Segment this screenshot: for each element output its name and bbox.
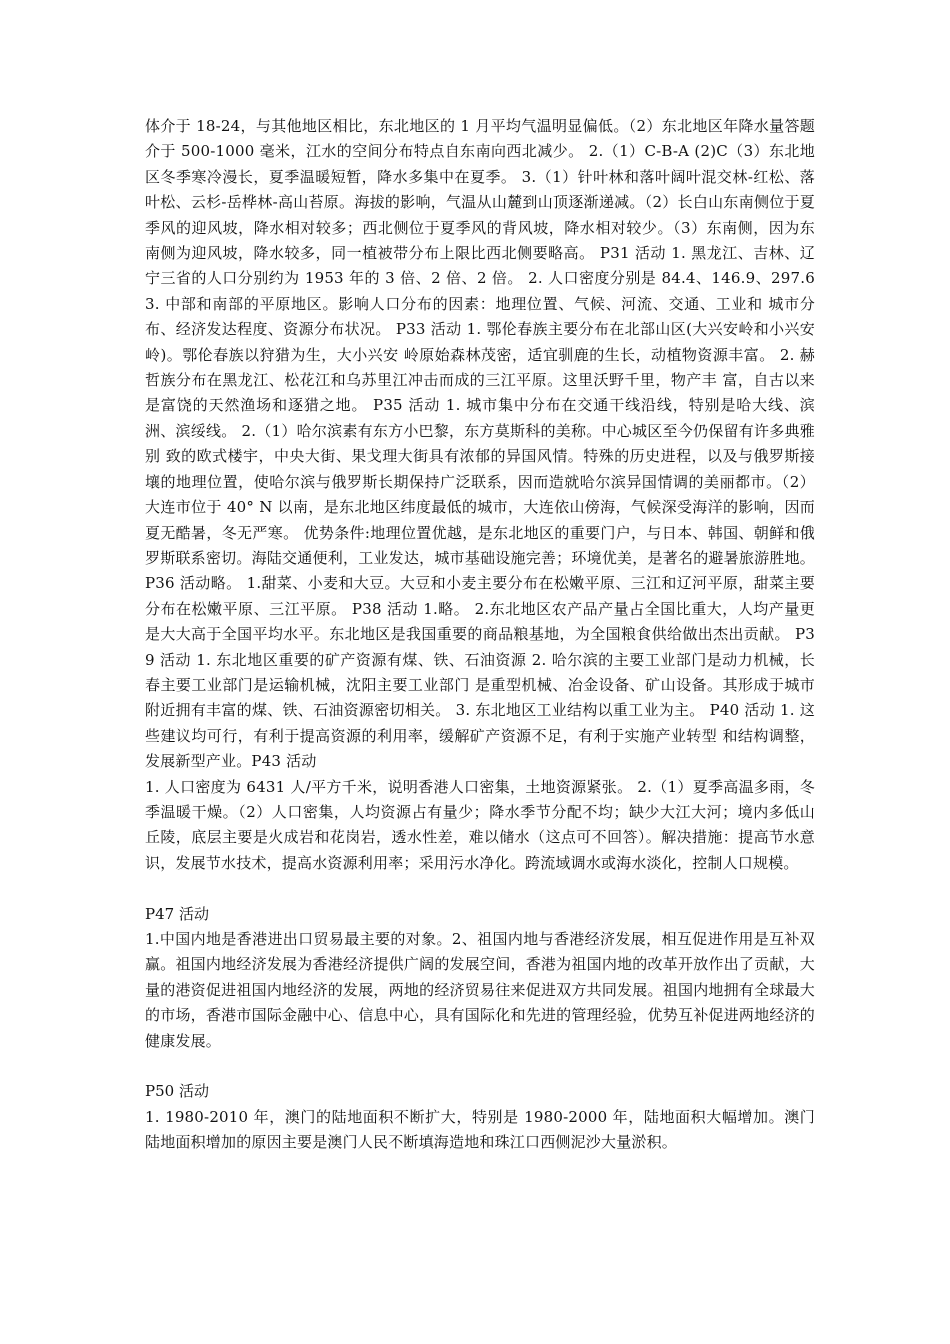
answer-paragraph-p43: 1. 人口密度为 6431 人/平方千米，说明香港人口密集，土地资源紧张。 2.（1）夏季高温多雨，冬季温暖干燥。（2）人口密集，人均资源占有量少；降水季节分配不均；缺少大江大河；境内多低山丘陵，底层主要是火成岩和花岗岩，透水性差，难以储水（这点可不回答）。解决措施：提高节水意识，发展节水技术，提高水资源利用率；采用污水净化。跨流域调水或海水淡化，控制人口规模。 bbox=[145, 777, 815, 872]
paragraph-gap bbox=[145, 876, 815, 901]
answer-paragraph-main: 体介于 18-24，与其他地区相比，东北地区的 1 月平均气温明显偏低。（2）东北地区年降水量答题介于 500-1000 毫米，江水的空间分布特点自东南向西北减少。 2.（1）C-B-A (2)C（3）东北地区冬季寒冷漫长，夏季温暖短暂，降水多集中在夏季。 3.（1）针叶林和落叶阔叶混交林-红松、落叶松、云杉-岳桦林-高山苔原。海拔的影响，气温从山麓到山顶逐渐递减。（2）长白山东南侧位于夏季风的迎风坡，降水相对较多；西北侧位于夏季风的背风坡，降水相对较少。（3）东南侧，因为东南侧为迎风坡，降水较多，同一植被带分布上限比西北侧要略高。 P31 活动 1. 黑龙江、吉林、辽宁三省的人口分别约为 1953 年的 3 倍、2 倍、2 倍。 2. 人口密度分别是 84.4、146.9、297.6 3. 中部和南部的平原地区。影响人口分布的因素：地理位置、气候、河流、交通、工业和 城市分布、经济发达程度、资源分布状况。 P33 活动 1. 鄂伦春族主要分布在北部山区(大兴安岭和小兴安岭)。鄂伦春族以狩猎为生，大小兴安 岭原始森林茂密，适宜驯鹿的生长，动植物资源丰富。 2. 赫哲族分布在黑龙江、松花江和乌苏里江冲击而成的三江平原。这里沃野千里，物产丰 富，自古以来是富饶的天然渔场和逐猎之地。 P35 活动 1. 城市集中分布在交通干线沿线，特别是哈大线、滨洲、滨绥线。 2.（1）哈尔滨素有东方小巴黎，东方莫斯科的美称。中心城区至今仍保留有许多典雅别 致的欧式楼宇，中央大街、果戈理大街具有浓郁的异国风情。特殊的历史进程，以及与俄罗斯接壤的地理位置，使哈尔滨与俄罗斯长期保持广泛联系，因而造就哈尔滨异国情调的美丽都市。（2）大连市位于 40° N 以南，是东北地区纬度最低的城市，大连依山傍海，气候深受海洋的影响，因而夏无酷暑，冬无严寒。 优势条件:地理位置优越，是东北地区的重要门户，与日本、韩国、朝鲜和俄罗斯联系密切。海陆交通便利，工业发达，城市基础设施完善；环境优美，是著名的避暑旅游胜地。 P36 活动略。 1.甜菜、小麦和大豆。大豆和小麦主要分布在松嫩平原、三江和辽河平原，甜菜主要分布在松嫩平原、三江平原。 P38 活动 1.略。 2.东北地区农产品产量占全国比重大，人均产量更是大大高于全国平均水平。东北地区是我国重要的商品粮基地，为全国粮食供给做出杰出贡献。 P39 活动 1. 东北地区重要的矿产资源有煤、铁、石油资源 2. 哈尔滨的主要工业部门是动力机械，长春主要工业部门是运输机械，沈阳主要工业部门 是重型机械、冶金设备、矿山设备。其形成于城市附近拥有丰富的煤、铁、石油资源密切相关。 3. 东北地区工业结构以重工业为主。 P40 活动 1. 这些建议均可行，有利于提高资源的利用率，缓解矿产资源不足，有利于实施产业转型 和结构调整，发展新型产业。P43 活动 bbox=[145, 117, 815, 771]
section-heading-p50: P50 活动 bbox=[145, 1082, 209, 1101]
answer-paragraph-p50: 1. 1980-2010 年，澳门的陆地面积不断扩大，特别是 1980-2000 年，陆地面积大幅增加。澳门陆地面积增加的原因主要是澳门人民不断填海造地和珠江口西侧泥沙大量淤积。 bbox=[145, 1107, 815, 1152]
answer-paragraph-p47: 1.中国内地是香港进出口贸易最主要的对象。2、祖国内地与香港经济发展，相互促进作用是互补双赢。祖国内地经济发展为香港经济提供广阔的发展空间，香港为祖国内地的改革开放作出了贡献，大量的港资促进祖国内地经济的发展，两地的经济贸易往来促进双方共同发展。祖国内地拥有全球最大的市场，香港市国际金融中心、信息中心，具有国际化和先进的管理经验，优势互补促进两地经济的健康发展。 bbox=[145, 929, 815, 1050]
document-page bbox=[145, 114, 815, 1156]
section-heading-p47: P47 活动 bbox=[145, 904, 209, 923]
paragraph-gap bbox=[145, 1054, 815, 1079]
